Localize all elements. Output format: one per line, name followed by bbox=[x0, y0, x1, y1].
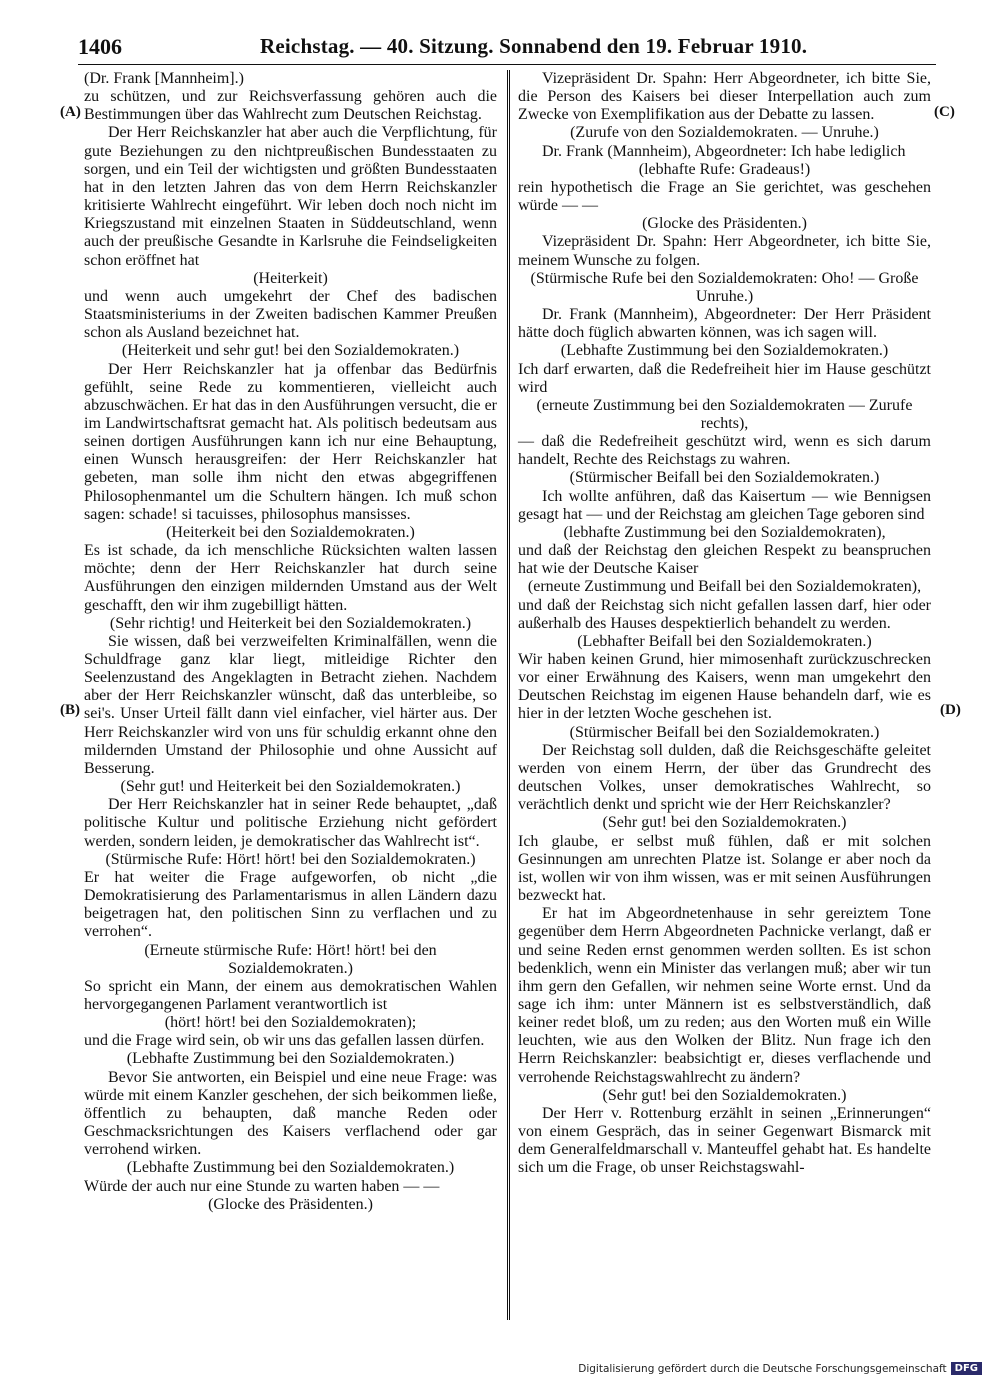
paragraph: Ich glaube, er selbst muß fühlen, daß er mit solchen Gesinnungen am unrechten Platze ist. Solange er aber noch da ist, wollen wir von ihm wissen, was er mit seinen Ausführungen bezweckt hat. bbox=[518, 832, 931, 905]
interjection: (Sehr gut! und Heiterkeit bei den Sozialdemokraten.) bbox=[120, 778, 461, 796]
footer-credit: Digitalisierung gefördert durch die Deutsche Forschungsgemeinschaft bbox=[578, 1362, 947, 1375]
speaker-note: (Dr. Frank [Mannheim].) bbox=[84, 70, 244, 87]
interjection: (Zurufe von den Sozialdemokraten. — Unruhe.) bbox=[570, 124, 879, 142]
paragraph: Ich darf erwarten, daß die Redefreiheit hier im Hause geschützt wird bbox=[518, 360, 931, 396]
left-column bbox=[84, 70, 497, 1214]
paragraph: Der Herr Reichskanzler hat ja offenbar das Bedürfnis gefühlt, seine Rede zu kommentieren, vielleicht auch abzuschwächen. Er hat das in den Ausführungen versucht, die er im Landwirtschaftsrat gemacht hat. Als politisch bedeutsam aus seinen dortigen Ausführungen kann ich nur eine Behauptung, einen Wunsch herausgreifen: der Herr Reichskanzler hat gebeten, man solle ihm nicht den etwas abgegriffenen Philosophenmantel um die Schultern hängen. Ich muß schon sagen: schade! si tacuisses, philosophus mansisses. bbox=[84, 360, 497, 523]
interjection: (Glocke des Präsidenten.) bbox=[208, 1195, 373, 1213]
paragraph: Der Herr Reichskanzler hat aber auch die Verpflichtung, für gute Beziehungen zu den nichtpreußischen Bundesstaaten zu sorgen, und ein Teil der wichtigsten und größten Bundesstaaten hat in den letzten Jahren das von dem Herrn Reichskanzler kritisierte Wahlrecht eingeführt. Wir leben doch noch nicht im Kriegszustand mit einzelnen Staaten in Süddeutschland, wenn auch der preußische Gesandte in Karlsruhe die Feindseligkeiten schon eröffnet hat bbox=[84, 124, 497, 269]
right-column bbox=[518, 70, 931, 1178]
interjection: (Erneute stürmische Rufe: Hört! hört! bei den Sozialdemokraten.) bbox=[144, 941, 437, 977]
paragraph: zu schützen, und zur Reichsverfassung gehören auch die Bestimmungen über das Wahlrecht zum Deutschen Reichstag. bbox=[84, 88, 497, 124]
interjection: (Lebhafte Zustimmung bei den Sozialdemokraten.) bbox=[560, 342, 889, 360]
interjection: (lebhafte Zustimmung bei den Sozialdemokraten), bbox=[563, 523, 886, 541]
interjection: (Lebhafter Beifall bei den Sozialdemokraten.) bbox=[577, 632, 872, 650]
paragraph: und wenn auch umgekehrt der Chef des badischen Staatsministeriums in der Zweiten badischen Kammer Preußen schon als Ausland bezeichnet hat. bbox=[84, 287, 497, 342]
margin-mark-a: (A) bbox=[60, 104, 81, 120]
paragraph: Er hat weiter die Frage aufgeworfen, ob nicht „die Demokratisierung des Parlamentarismus in allen Ländern dazu beigetragen hat, den politischen Sinn zu verflachen und zu verrohen“. bbox=[84, 868, 497, 941]
page-number: 1406 bbox=[78, 34, 122, 59]
interjection: (erneute Zustimmung bei den Sozialdemokraten — Zurufe rechts), bbox=[536, 396, 913, 432]
paragraph: Vizepräsident Dr. Spahn: Herr Abgeordneter, ich bitte Sie, die Person des Kaisers bei dieser Interpellation auch zum Zwecke von Exemplifikation aus der Debatte zu lassen. bbox=[518, 70, 931, 124]
interjection: (Sehr richtig! und Heiterkeit bei den Sozialdemokraten.) bbox=[109, 614, 472, 632]
paragraph: Der Reichstag soll dulden, daß die Reichsgeschäfte geleitet werden von einem Herrn, der über das Grundrecht des deutschen Volkes, unser demokratisches Wahlrecht, so verächtlich denkt und spricht wie der Herr Reichskanzler? bbox=[518, 741, 931, 814]
interjection: (erneute Zustimmung und Beifall bei den Sozialdemokraten), bbox=[527, 578, 922, 596]
interjection: (Stürmischer Beifall bei den Sozialdemokraten.) bbox=[569, 469, 880, 487]
paragraph: Sie wissen, daß bei verzweifelten Kriminalfällen, wenn die Schuldfrage ganz klar liegt, mitleidige Richter den Seelenzustand des Angeklagten in Betracht ziehen. Nachdem aber der Herr Reichskanzler wünscht, daß das unterbleibe, so sei's. Unser Urteil fällt dann viel einfacher, viel härter aus. Der Herr Reichskanzler wird von uns für schuldig erkannt ohne den mildernden Umstand der Philosophie und ohne Aussicht auf Besserung. bbox=[84, 632, 497, 777]
margin-mark-d: (D) bbox=[940, 702, 961, 718]
footer bbox=[578, 1362, 982, 1375]
paragraph: Der Herr v. Rottenburg erzählt in seinen „Erinnerungen“ von einem Gespräch, das in seiner Gegenwart Bismarck mit dem Generalfeldmarschall v. Manteuffel gehabt hat. Es handelte sich um die Frage, ob unser Reichstagswahl- bbox=[518, 1104, 931, 1177]
running-head: Reichstag. — 40. Sitzung. Sonnabend den 19. Februar 1910. bbox=[260, 34, 808, 58]
paragraph: und daß der Reichstag sich nicht gefallen lassen darf, hier oder außerhalb des Hauses despektierlich behandelt zu werden. bbox=[518, 596, 931, 632]
page-header bbox=[78, 34, 808, 64]
paragraph: Dr. Frank (Mannheim), Abgeordneter: Der Herr Präsident hätte doch füglich abwarten können, was ich sagen will. bbox=[518, 306, 931, 342]
header-rule bbox=[78, 64, 936, 65]
paragraph: Würde der auch nur eine Stunde zu warten haben — — bbox=[84, 1177, 440, 1195]
interjection: (Heiterkeit und sehr gut! bei den Sozialdemokraten.) bbox=[121, 342, 460, 360]
margin-mark-b: (B) bbox=[60, 702, 80, 718]
dfg-logo: DFG bbox=[951, 1362, 982, 1375]
paragraph: Vizepräsident Dr. Spahn: Herr Abgeordneter, ich bitte Sie, meinem Wunsche zu folgen. bbox=[518, 233, 931, 269]
paragraph: So spricht ein Mann, der einem aus demokratischen Wahlen hervorgegangenen Parlament verantwortlich ist bbox=[84, 977, 497, 1013]
interjection: (Stürmischer Beifall bei den Sozialdemokraten.) bbox=[569, 723, 880, 741]
paragraph: und die Frage wird sein, ob wir uns das gefallen lassen dürfen. bbox=[84, 1032, 485, 1050]
paragraph: Der Herr Reichskanzler hat in seiner Rede behauptet, „daß politische Kultur und politische Erziehung nicht gefördert werden, sondern leiden, je demokratischer das Wahlrecht ist“. bbox=[84, 796, 497, 850]
interjection: (Glocke des Präsidenten.) bbox=[642, 215, 807, 233]
interjection: (Stürmische Rufe: Hört! hört! bei den Sozialdemokraten.) bbox=[105, 850, 476, 868]
margin-mark-c: (C) bbox=[934, 104, 955, 120]
interjection: (Sehr gut! bei den Sozialdemokraten.) bbox=[602, 814, 847, 832]
interjection: (lebhafte Rufe: Gradeaus!) bbox=[638, 160, 811, 178]
paragraph: Wir haben keinen Grund, hier mimosenhaft zurückzuschrecken vor einer Erwähnung des Kaisers, wenn man umgekehrt den Deutschen Reichstag im eigenen Hause behandeln darf, wie es hier in der letzten Woche geschehen ist. bbox=[518, 651, 931, 723]
paragraph: Bevor Sie antworten, ein Beispiel und eine neue Frage: was würde mit einem Kanzler geschehen, der sich beikommen ließe, öffentlich zu behaupten, daß manche Reden oder Geschmacksrichtungen des Kaisers verflachend oder gar verrohend wirken. bbox=[84, 1068, 497, 1159]
interjection: (Lebhafte Zustimmung bei den Sozialdemokraten.) bbox=[126, 1050, 455, 1068]
interjection: (Sehr gut! bei den Sozialdemokraten.) bbox=[602, 1086, 847, 1104]
paragraph: — daß die Redefreiheit geschützt wird, wenn es sich darum handelt, Rechte des Reichstags zu wahren. bbox=[518, 433, 931, 469]
paragraph: rein hypothetisch die Frage an Sie gerichtet, was geschehen würde — — bbox=[518, 178, 931, 215]
paragraph: Dr. Frank (Mannheim), Abgeordneter: Ich habe lediglich bbox=[542, 142, 906, 160]
interjection: (hört! hört! bei den Sozialdemokraten); bbox=[164, 1014, 417, 1032]
interjection: (Stürmische Rufe bei den Sozialdemokraten: Oho! — Große Unruhe.) bbox=[530, 269, 919, 305]
paragraph: Ich wollte anführen, daß das Kaisertum — wie Bennigsen gesagt hat — und der Reichstag am gleichen Tage geboren sind bbox=[518, 487, 931, 523]
interjection: (Heiterkeit bei den Sozialdemokraten.) bbox=[166, 523, 415, 541]
column-divider bbox=[507, 70, 510, 1320]
interjection: (Heiterkeit) bbox=[253, 269, 328, 287]
paragraph: Es ist schade, da ich menschliche Rücksichten walten lassen möchte; denn der Herr Reichskanzler hat durch seine Ausführungen den einzigen mildernden Umstand aus der Welt geschafft, den wir ihm zugebilligt hätten. bbox=[84, 542, 497, 614]
paragraph: Er hat im Abgeordnetenhause in sehr gereiztem Tone gegenüber dem Herrn Abgeordneten Pachnicke verlangt, daß er und seine Reden ernst genommen werden sollten. Es ist schon bedenklich, wenn ein Minister das verlangen muß; aber wir tun ihm gern den Gefallen, wir nehmen seine Worte ernst. Und da sage ich ihm: unter Männern ist es selbstverständlich, daß keiner redet bloß, um zu reden; aus den Worten muß ein Wille leuchten, wie aus den Wolken der Blitz. Nun frage ich den Herrn Reichskanzler: beabsichtigt er, dieses verflachende und verrohende Reichstagswahlrecht zu ändern? bbox=[518, 905, 931, 1086]
interjection: (Lebhafte Zustimmung bei den Sozialdemokraten.) bbox=[126, 1159, 455, 1177]
paragraph: und daß der Reichstag den gleichen Respekt zu beanspruchen hat wie der Deutsche Kaiser bbox=[518, 542, 931, 578]
